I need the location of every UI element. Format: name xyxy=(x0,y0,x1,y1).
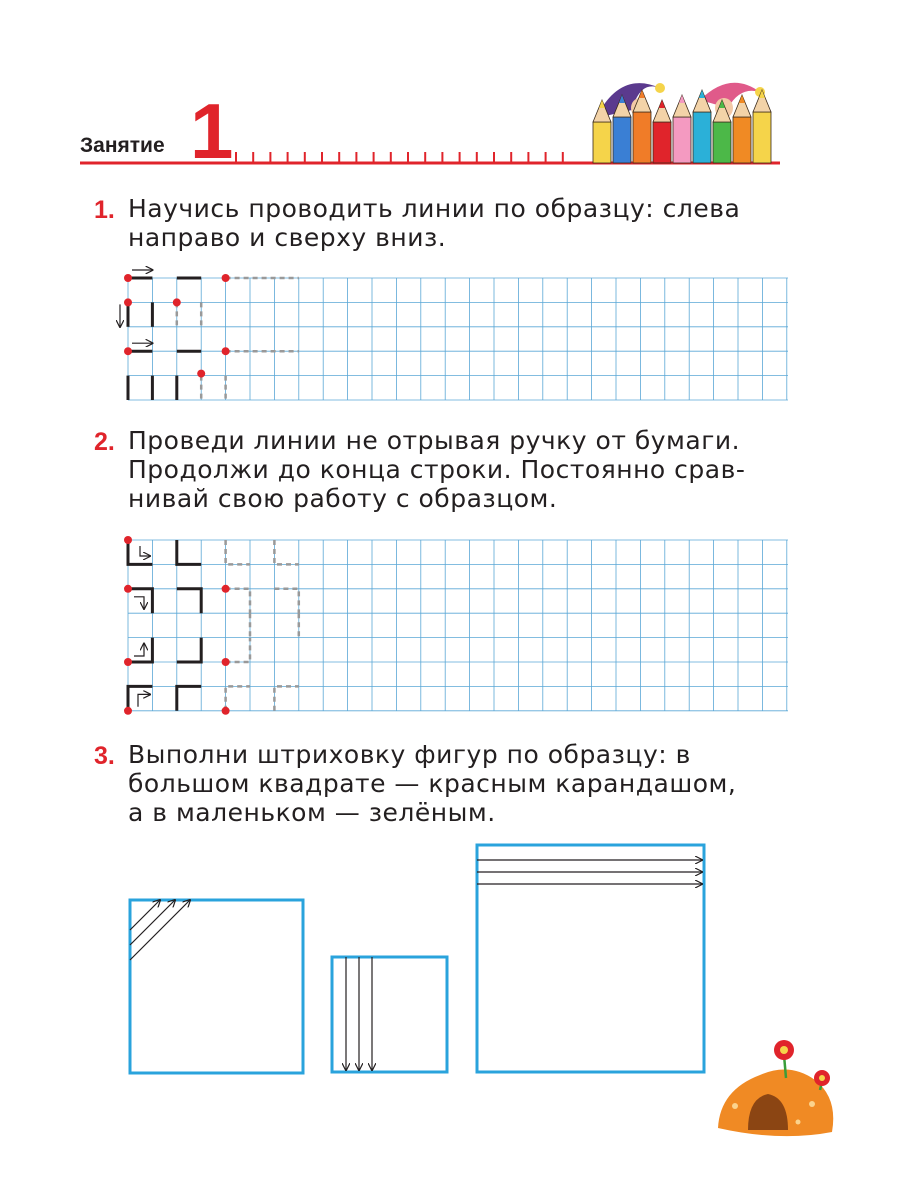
trace-corner xyxy=(274,686,298,710)
start-dot xyxy=(124,347,132,355)
start-dot xyxy=(222,347,230,355)
sample-corners-task-2 xyxy=(124,536,299,715)
sample-corner xyxy=(128,638,152,662)
start-dot xyxy=(197,370,205,378)
pencil xyxy=(713,122,731,163)
trace-corner xyxy=(226,589,250,613)
task-line: нивай свою работу с образцом. xyxy=(128,484,558,513)
pencil-lead xyxy=(679,95,685,103)
start-dot xyxy=(124,585,132,593)
grid-task-2 xyxy=(128,540,788,711)
trace-corner xyxy=(226,638,250,662)
sample-corner xyxy=(128,589,152,613)
sample-corner xyxy=(128,686,152,710)
arrow-icon xyxy=(134,597,144,609)
square-medium xyxy=(130,900,303,1073)
task-line: направо и сверху вниз. xyxy=(128,223,447,252)
sample-corner xyxy=(177,589,201,613)
grid-task-1 xyxy=(128,278,788,400)
pencil xyxy=(653,122,671,163)
start-dot xyxy=(124,274,132,282)
start-dot xyxy=(124,707,132,715)
pencil xyxy=(633,112,651,163)
task-line: Выполни штриховку фигур по образцу: в xyxy=(128,740,691,769)
pencil-lead xyxy=(659,100,665,108)
pencil-lead xyxy=(599,100,605,108)
task-line: Продолжи до конца строки. Постоянно срав- xyxy=(128,455,746,484)
pencils-illustration xyxy=(593,83,771,163)
sample-corner xyxy=(177,638,201,662)
start-dot xyxy=(222,707,230,715)
start-dot xyxy=(124,298,132,306)
trace-corner xyxy=(274,540,298,564)
pencil xyxy=(753,112,771,163)
task-line: большом квадрате — красным карандашом, xyxy=(128,769,737,798)
task-number: 1. xyxy=(94,196,115,224)
pencil xyxy=(733,117,751,163)
task-line: Проведи линии не отрывая ручку от бумаги. xyxy=(128,426,741,455)
sample-corner xyxy=(177,540,201,564)
flower-hill-illustration xyxy=(718,1040,833,1136)
task-number: 2. xyxy=(94,428,115,456)
task-number: 3. xyxy=(94,742,115,770)
arrow-icon xyxy=(138,694,150,706)
pencil-lead xyxy=(739,95,745,103)
sample-lines-task-1 xyxy=(120,270,299,400)
pencil xyxy=(593,122,611,163)
start-dot xyxy=(124,536,132,544)
sample-corner xyxy=(177,686,201,710)
trace-corner xyxy=(226,540,250,564)
arrow-icon xyxy=(134,644,144,656)
pencil-lead xyxy=(699,90,705,98)
start-dot xyxy=(222,658,230,666)
pencil xyxy=(693,112,711,163)
arrow-icon xyxy=(140,546,150,556)
task-line: Научись проводить линии по образцу: слева xyxy=(128,194,741,223)
start-dot xyxy=(222,585,230,593)
pencil xyxy=(673,117,691,163)
start-dot xyxy=(222,274,230,282)
start-dot xyxy=(124,658,132,666)
lesson-number: 1 xyxy=(190,87,234,175)
square-large xyxy=(477,845,704,1072)
pencil xyxy=(613,117,631,163)
start-dot xyxy=(173,298,181,306)
square-small xyxy=(332,957,447,1072)
trace-corner xyxy=(226,686,250,710)
trace-corner xyxy=(274,589,298,613)
task-line: а в маленьком — зелёным. xyxy=(128,798,496,827)
lesson-word: Занятие xyxy=(80,134,165,157)
